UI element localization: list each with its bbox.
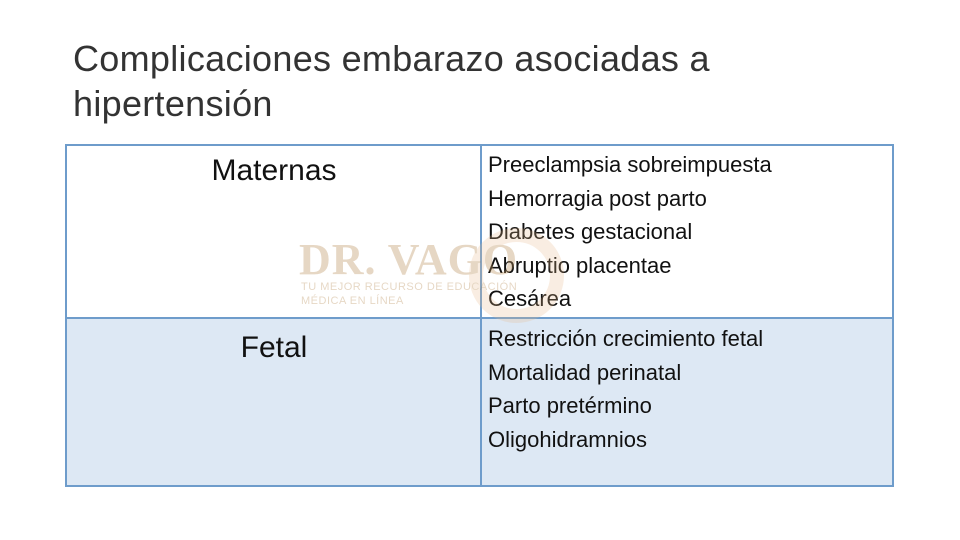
watermark-brand: DR. VAGO [299, 235, 519, 284]
fetal-list [488, 322, 763, 456]
list-item: Hemorragia post parto [488, 185, 707, 211]
watermark-tagline-2: MÉDICA EN LÍNEA [301, 295, 404, 307]
slide-title: Complicaciones embarazo asociadas a hipertensión [73, 38, 710, 124]
column-divider [480, 146, 482, 485]
list-item: Restricción crecimiento fetal [488, 326, 764, 351]
list-item: Parto pretérmino [488, 393, 652, 418]
list-item: Diabetes gestacional [488, 219, 693, 244]
complications-table [65, 144, 894, 487]
list-item: Preeclampsia sobreimpuesta [488, 152, 772, 177]
row-header-maternas: Maternas [211, 154, 337, 187]
maternas-list [488, 148, 772, 316]
list-item: Abruptio placentae [488, 252, 672, 278]
list-item: Mortalidad perinatal [488, 359, 682, 385]
list-item: Cesárea [488, 286, 572, 311]
list-item: Oligohidramnios [488, 426, 647, 452]
watermark-tagline-1: TU MEJOR RECURSO DE EDUCACIÓN [301, 281, 518, 293]
row-header-fetal: Fetal [240, 331, 308, 364]
